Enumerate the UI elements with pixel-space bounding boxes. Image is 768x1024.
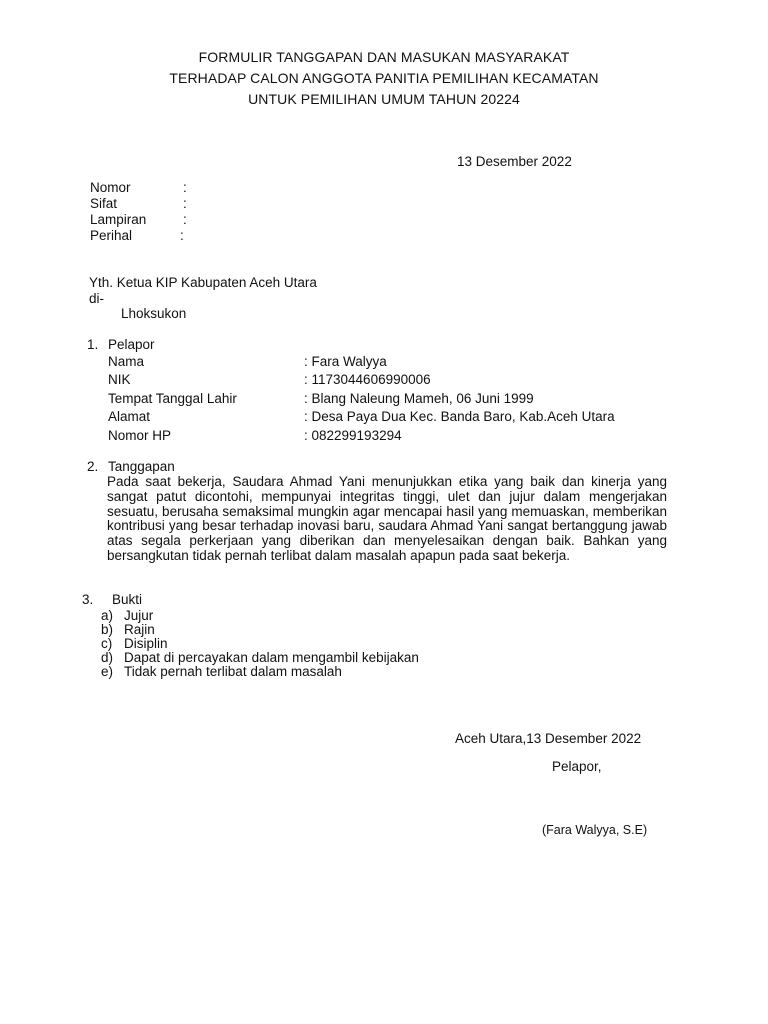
- meta-colon-perihal: :: [180, 228, 184, 243]
- bukti-marker-a: a): [101, 608, 114, 623]
- recipient-line-2: di-: [89, 291, 105, 306]
- letter-date: 13 Desember 2022: [457, 154, 572, 169]
- bukti-item-e: Tidak pernah terlibat dalam masalah: [124, 664, 342, 679]
- field-label-nama: Nama: [108, 354, 145, 369]
- form-title-line-2: TERHADAP CALON ANGGOTA PANITIA PEMILIHAN KECAMATAN: [169, 70, 599, 86]
- meta-label-lampiran: Lampiran: [90, 212, 147, 227]
- field-value-alamat: : Desa Paya Dua Kec. Banda Baro, Kab.Aceh Utara: [304, 409, 615, 424]
- tanggapan-paragraph: Pada saat bekerja, Saudara Ahmad Yani menunjukkan etika yang baik dan kinerja yang sangat patut dicontohi, mempunyai integritas tinggi, ulet dan jujur dalam mengerjakan sesuatu, berusaha semaksimal mungkin agar mencapai hasil yang memuaskan, memberikan kontribusi yang besar terhadap inovasi baru, saudara Ahmad Yani sangat bertanggung jawab atas segala perkerjaan yang diberikan dan menyelesaikan dengan baik. Bahkan yang bersangkutan tidak pernah terlibat dalam masalah apapun pada saat bekerja.: [107, 474, 667, 563]
- bukti-item-b: Rajin: [124, 622, 155, 637]
- field-value-nik: : 1173044606990006: [304, 372, 431, 387]
- field-label-nomor-hp: Nomor HP: [108, 428, 172, 443]
- meta-colon-nomor: :: [183, 180, 187, 195]
- recipient-line-1: Yth. Ketua KIP Kabupaten Aceh Utara: [89, 275, 317, 290]
- field-value-nomor-hp: : 082299193294: [304, 428, 402, 443]
- meta-label-perihal: Perihal: [90, 228, 133, 243]
- field-label-alamat: Alamat: [108, 409, 151, 424]
- meta-label-sifat: Sifat: [90, 196, 118, 211]
- meta-colon-sifat: :: [183, 196, 187, 211]
- field-label-nik: NIK: [108, 372, 131, 387]
- bukti-marker-b: b): [101, 622, 114, 637]
- bukti-marker-d: d): [101, 650, 114, 665]
- bukti-item-d: Dapat di percayakan dalam mengambil kebijakan: [124, 650, 419, 665]
- form-title-line-3: UNTUK PEMILIHAN UMUM TAHUN 20224: [248, 91, 520, 107]
- section-1-number: 1.: [87, 337, 99, 352]
- form-title-line-1: FORMULIR TANGGAPAN DAN MASUKAN MASYARAKAT: [198, 49, 570, 65]
- section-3-title: Bukti: [112, 592, 143, 607]
- signature-role: Pelapor,: [552, 759, 602, 774]
- meta-label-nomor: Nomor: [90, 180, 131, 195]
- section-2-title: Tanggapan: [108, 459, 175, 474]
- signature-place-date: Aceh Utara,13 Desember 2022: [455, 731, 642, 746]
- section-1-title: Pelapor: [108, 337, 155, 352]
- bukti-marker-c: c): [101, 636, 113, 651]
- section-3-number: 3.: [82, 592, 94, 607]
- section-2-number: 2.: [87, 459, 99, 474]
- recipient-line-3: Lhoksukon: [121, 306, 187, 321]
- field-value-nama: : Fara Walyya: [304, 354, 387, 369]
- field-label-ttl: Tempat Tanggal Lahir: [108, 391, 237, 406]
- field-value-ttl: : Blang Naleung Mameh, 06 Juni 1999: [304, 391, 534, 406]
- meta-colon-lampiran: :: [183, 212, 187, 227]
- bukti-marker-e: e): [101, 664, 114, 679]
- bukti-item-a: Jujur: [124, 608, 154, 623]
- signature-name: (Fara Walyya, S.E): [542, 823, 648, 837]
- bukti-item-c: Disiplin: [124, 636, 168, 651]
